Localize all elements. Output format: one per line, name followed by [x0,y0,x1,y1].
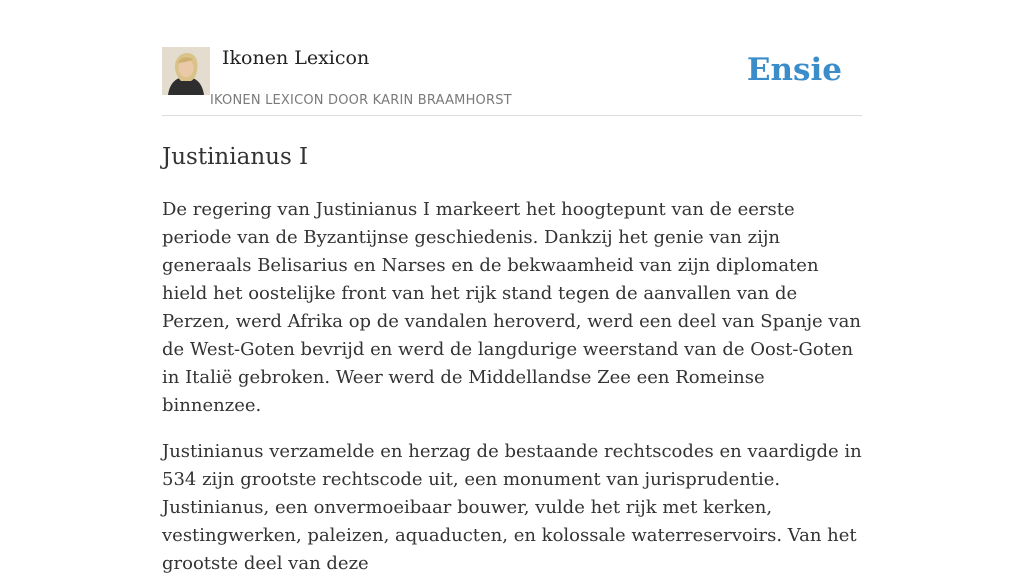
author-subtitle[interactable]: IKONEN LEXICON DOOR KARIN BRAAMHORST [210,93,512,108]
ensie-logo-link[interactable]: Ensie [746,52,842,88]
article-title: Justinianus I [162,144,309,170]
page [162,0,862,578]
author-name[interactable]: Ikonen Lexicon [222,47,370,69]
author-avatar[interactable] [162,47,210,95]
author-portrait-icon [162,47,210,95]
article-paragraph: De regering van Justinianus I markeert het hoogtepunt van de eerste periode van de Byzantijnse geschiedenis. Dankzij het genie van zijn generaals Belisarius en Narses en de bekwaamheid van zijn diplomaten hield het oostelijke front van het rijk stand tegen de aanvallen van de Perzen, werd Afrika op de vandalen heroverd, werd een deel van Spanje van de West-Goten bevrijd en werd de langdurige weerstand van de Oost-Goten in Italië gebroken. Weer werd de Middellandse Zee een Romeinse binnenzee. [162,199,861,416]
article-paragraph: Justinianus verzamelde en herzag de bestaande rechtscodes en vaardigde in 534 zijn grootste rechtscode uit, een monument van jurisprudentie. Justinianus, een onvermoeibaar bouwer, vulde het rijk met kerken, vestingwerken, paleizen, aquaducten, en kolossale waterreservoirs. Van het grootste deel van deze [162,441,862,574]
article-header [162,45,862,116]
